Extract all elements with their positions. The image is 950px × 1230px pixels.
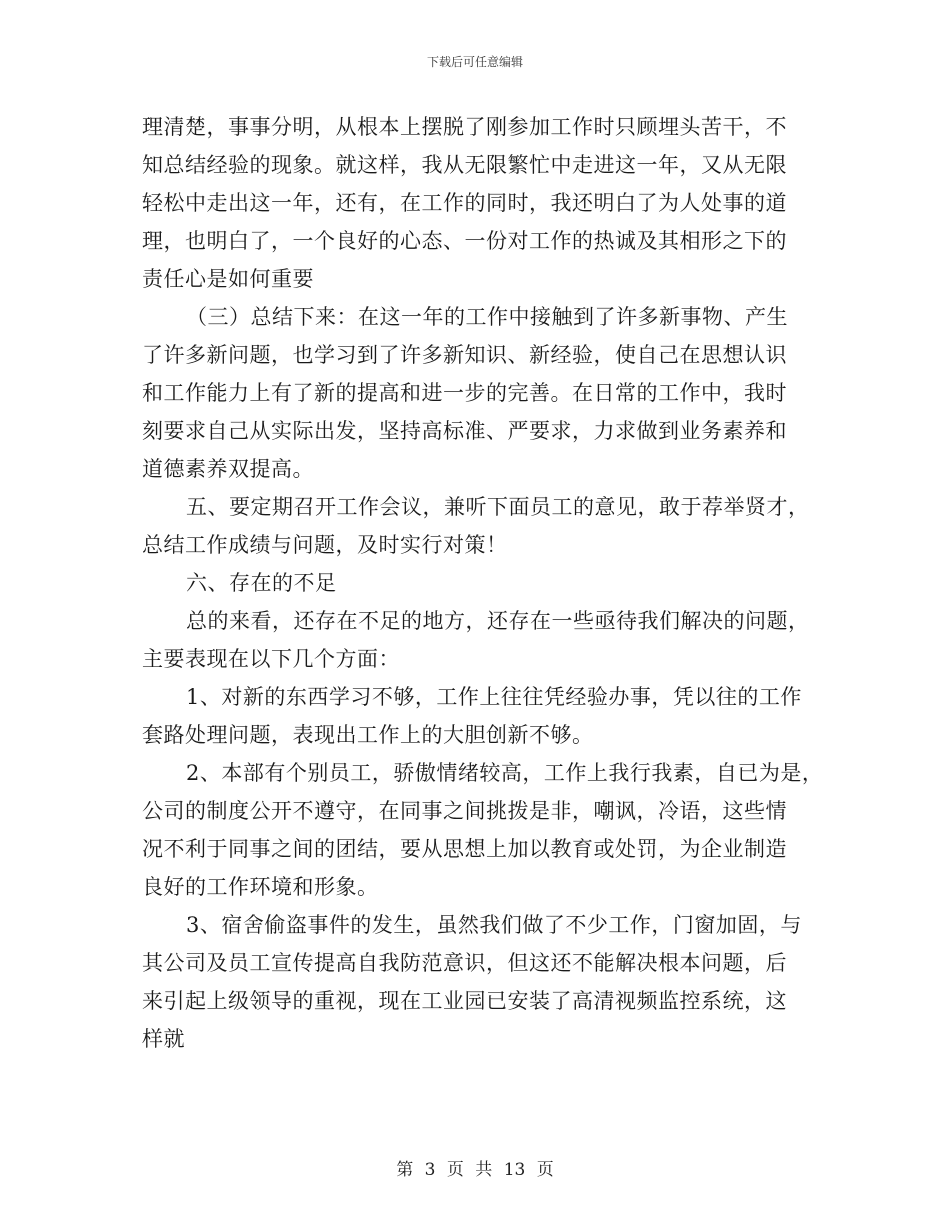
text-line: 和工作能力上有了新的提高和进一步的完善。在日常的工作中，我时 (142, 381, 787, 405)
document-body (142, 108, 832, 1058)
text-line: 五、要定期召开工作会议，兼听下面员工的意见，敢于荐举贤才， (186, 495, 810, 519)
page-footer: 第 3 页 共 13 页 (396, 1160, 554, 1180)
text-line: 刻要求自己从实际出发，坚持高标准、严要求，力求做到业务素养和 (142, 419, 787, 443)
text-line: 责任心是如何重要 (142, 267, 314, 291)
text-line: （三）总结下来：在这一年的工作中接触到了许多新事物、产生 (186, 305, 788, 329)
page-header: 下载后可任意编辑 (426, 55, 523, 69)
text-line: 来引起上级领导的重视，现在工业园已安装了高清视频监控系统，这 (142, 989, 787, 1013)
text-line: 2、本部有个别员工，骄傲情绪较高，工作上我行我素，自已为是， (186, 761, 824, 785)
text-line: 理清楚，事事分明，从根本上摆脱了刚参加工作时只顾埋头苦干，不 (142, 115, 787, 139)
text-line: 况不利于同事之间的团结，要从思想上加以教育或处罚，为企业制造 (142, 837, 787, 861)
text-line: 了许多新问题，也学习到了许多新知识、新经验，使自己在思想认识 (142, 343, 787, 367)
text-line: 六、存在的不足 (186, 571, 337, 595)
text-line: 1、对新的东西学习不够，工作上往往凭经验办事，凭以往的工作 (186, 685, 802, 709)
text-line: 知总结经验的现象。就这样，我从无限繁忙中走进这一年，又从无限 (142, 153, 787, 177)
text-line: 总结工作成绩与问题，及时实行对策！ (142, 533, 508, 557)
text-line: 总的来看，还存在不足的地方，还存在一些亟待我们解决的问题， (186, 609, 810, 633)
text-line: 套路处理问题，表现出工作上的大胆创新不够。 (142, 723, 594, 747)
text-line: 公司的制度公开不遵守，在同事之间挑拨是非，嘲讽，冷语，这些情 (142, 799, 787, 823)
text-line: 理，也明白了，一个良好的心态、一份对工作的热诚及其相形之下的 (142, 229, 787, 253)
text-line: 轻松中走出这一年，还有，在工作的同时，我还明白了为人处事的道 (142, 191, 787, 215)
text-line: 道德素养双提高。 (142, 457, 314, 481)
text-line: 良好的工作环境和形象。 (142, 875, 379, 899)
text-line: 样就 (142, 1027, 185, 1051)
text-line: 主要表现在以下几个方面： (142, 647, 400, 671)
text-line: 其公司及员工宣传提高自我防范意识，但这还不能解决根本问题，后 (142, 951, 787, 975)
text-line: 3、宿舍偷盗事件的发生，虽然我们做了不少工作，门窗加固，与 (186, 913, 802, 937)
